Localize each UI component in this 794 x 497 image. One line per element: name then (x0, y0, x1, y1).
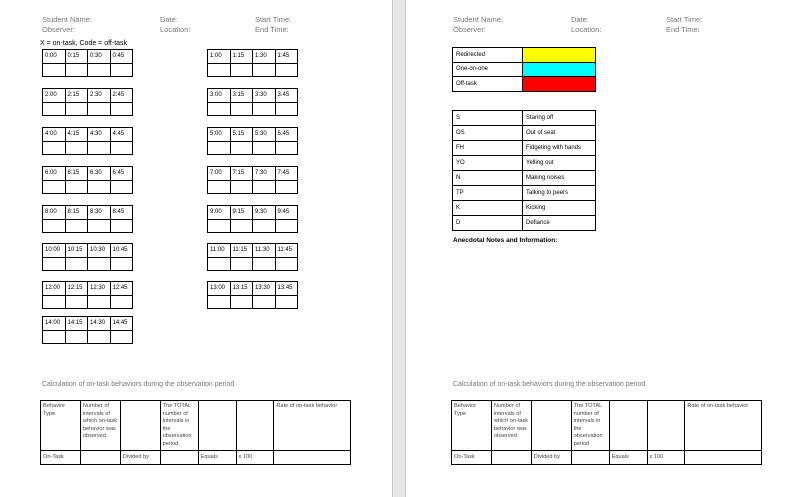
interval-time-row (208, 244, 298, 258)
interval-mark-cell[interactable] (275, 141, 298, 155)
calc-cell: x 100 (236, 451, 274, 465)
interval-mark-cell[interactable] (65, 102, 88, 116)
behavior-description: Yelling out (523, 156, 596, 171)
interval-mark-cell[interactable] (88, 180, 111, 194)
calc-cell: On-Task (41, 451, 81, 465)
interval-time: 8:15 (65, 206, 88, 220)
page-one (0, 0, 392, 497)
date-label: Date: (160, 15, 178, 24)
status-legend-row (453, 48, 596, 63)
interval-block (207, 243, 298, 271)
interval-mark-cell[interactable] (208, 257, 231, 271)
calc-cell: x 100 (647, 451, 685, 465)
interval-time: 3:30 (253, 89, 276, 103)
calc-cell: The TOTAL number of intervals in the observation period (571, 401, 609, 451)
behavior-code-row (453, 141, 596, 156)
interval-block (207, 49, 298, 77)
interval-mark-cell[interactable] (43, 63, 66, 77)
calc-cell (491, 451, 531, 465)
interval-mark-cell[interactable] (43, 141, 66, 155)
interval-time: 9:00 (208, 206, 231, 220)
status-label: Redirected (453, 48, 523, 63)
interval-mark-cell[interactable] (275, 219, 298, 233)
behavior-codes-table (452, 110, 596, 231)
interval-time: 4:45 (110, 128, 133, 142)
interval-mark-cell[interactable] (208, 102, 231, 116)
interval-mark-row (43, 330, 133, 344)
interval-mark-cell[interactable] (88, 257, 111, 271)
interval-time: 10:00 (43, 244, 66, 258)
calc-cell (236, 401, 274, 451)
interval-time: 13:30 (253, 282, 276, 296)
interval-mark-cell[interactable] (88, 295, 111, 309)
interval-mark-cell[interactable] (43, 330, 66, 344)
status-legend-table (452, 47, 596, 92)
behavior-description: Staring off (523, 111, 596, 126)
interval-mark-cell[interactable] (275, 102, 298, 116)
interval-mark-row (208, 180, 298, 194)
start-time-label: Start Time: (255, 15, 292, 24)
interval-time-row (208, 50, 298, 64)
behavior-code: D (453, 216, 523, 231)
interval-time: 14:15 (65, 317, 88, 331)
interval-time-row (43, 167, 133, 181)
interval-time-row (208, 206, 298, 220)
interval-mark-cell[interactable] (253, 295, 276, 309)
interval-time: 0:30 (88, 50, 111, 64)
behavior-description: Fidgeting with hands (523, 141, 596, 156)
interval-mark-cell[interactable] (230, 102, 253, 116)
behavior-code-row (453, 216, 596, 231)
behavior-description: Talking to peers (523, 186, 596, 201)
interval-time: 1:00 (208, 50, 231, 64)
calc-cell (120, 401, 160, 451)
interval-mark-cell[interactable] (110, 257, 133, 271)
interval-block (42, 316, 133, 344)
interval-time: 5:30 (253, 128, 276, 142)
interval-time: 7:45 (275, 167, 298, 181)
interval-time: 4:00 (43, 128, 66, 142)
interval-time: 5:45 (275, 128, 298, 142)
interval-time: 5:15 (230, 128, 253, 142)
interval-mark-cell[interactable] (88, 102, 111, 116)
status-color-swatch (523, 77, 596, 92)
observer-label: Observer: (453, 25, 486, 34)
interval-mark-cell[interactable] (43, 180, 66, 194)
interval-mark-cell[interactable] (43, 102, 66, 116)
interval-mark-cell[interactable] (253, 257, 276, 271)
interval-mark-cell[interactable] (230, 180, 253, 194)
calc-cell (80, 451, 120, 465)
interval-mark-row (43, 219, 133, 233)
anecdotal-notes-title: Anecdotal Notes and Information: (453, 237, 558, 244)
calc-table (451, 400, 762, 465)
interval-mark-cell[interactable] (253, 141, 276, 155)
interval-time: 11:15 (230, 244, 253, 258)
interval-mark-cell[interactable] (208, 295, 231, 309)
calc-table (40, 400, 351, 465)
interval-time: 11:00 (208, 244, 231, 258)
date-label: Date: (571, 15, 589, 24)
calc-title: Calculation of on-task behaviors during the observation period (42, 381, 235, 388)
calc-cell: The TOTAL number of intervals in the observation period (160, 401, 198, 451)
interval-time: 14:30 (88, 317, 111, 331)
interval-mark-row (208, 257, 298, 271)
calc-cell (160, 451, 198, 465)
behavior-code: FH (453, 141, 523, 156)
behavior-description: Making noises (523, 171, 596, 186)
calc-row (452, 451, 762, 465)
behavior-code-row (453, 186, 596, 201)
interval-time: 0:45 (110, 50, 133, 64)
interval-time: 11:45 (275, 244, 298, 258)
interval-time: 3:45 (275, 89, 298, 103)
interval-mark-cell[interactable] (110, 295, 133, 309)
interval-mark-cell[interactable] (65, 180, 88, 194)
interval-time: 6:45 (110, 167, 133, 181)
interval-mark-cell[interactable] (253, 63, 276, 77)
calc-cell: Divided by (120, 451, 160, 465)
interval-mark-row (43, 295, 133, 309)
behavior-code-row (453, 156, 596, 171)
interval-mark-cell[interactable] (65, 219, 88, 233)
interval-time: 9:15 (230, 206, 253, 220)
interval-mark-cell[interactable] (275, 295, 298, 309)
interval-mark-cell[interactable] (208, 63, 231, 77)
interval-mark-cell[interactable] (253, 102, 276, 116)
end-time-label: End Time: (255, 25, 289, 34)
interval-mark-row (208, 219, 298, 233)
calc-cell: Behavior Type (452, 401, 492, 451)
interval-time: 5:00 (208, 128, 231, 142)
interval-mark-cell[interactable] (230, 257, 253, 271)
interval-block (207, 205, 298, 233)
interval-mark-cell[interactable] (88, 141, 111, 155)
interval-mark-cell[interactable] (65, 257, 88, 271)
interval-time: 13:15 (230, 282, 253, 296)
student-name-label: Student Name: (42, 15, 93, 24)
interval-mark-row (208, 102, 298, 116)
interval-time: 0:15 (65, 50, 88, 64)
interval-time: 12:45 (110, 282, 133, 296)
interval-mark-cell[interactable] (110, 102, 133, 116)
interval-mark-cell[interactable] (88, 219, 111, 233)
interval-time: 2:45 (110, 89, 133, 103)
interval-time: 3:00 (208, 89, 231, 103)
behavior-code-row (453, 201, 596, 216)
interval-time: 10:45 (110, 244, 133, 258)
interval-time: 12:30 (88, 282, 111, 296)
interval-time: 8:45 (110, 206, 133, 220)
behavior-code: TP (453, 186, 523, 201)
interval-time-row (43, 206, 133, 220)
calc-cell: Rate of on-task behavior (274, 401, 351, 451)
interval-time: 11:30 (253, 244, 276, 258)
interval-time: 2:00 (43, 89, 66, 103)
calc-cell: On-Task (452, 451, 492, 465)
interval-mark-cell[interactable] (65, 330, 88, 344)
interval-time: 12:00 (43, 282, 66, 296)
end-time-label: End Time: (666, 25, 700, 34)
interval-time: 13:45 (275, 282, 298, 296)
interval-block (207, 166, 298, 194)
interval-mark-row (43, 257, 133, 271)
interval-time: 8:30 (88, 206, 111, 220)
interval-mark-cell[interactable] (88, 63, 111, 77)
behavior-code-row (453, 126, 596, 141)
interval-mark-cell[interactable] (65, 141, 88, 155)
status-label: One-on-one (453, 62, 523, 77)
interval-time: 6:00 (43, 167, 66, 181)
interval-block (42, 88, 133, 116)
interval-time-row (43, 244, 133, 258)
interval-time: 9:30 (253, 206, 276, 220)
interval-mark-cell[interactable] (275, 180, 298, 194)
interval-time: 6:15 (65, 167, 88, 181)
interval-mark-cell[interactable] (110, 219, 133, 233)
interval-block (42, 281, 133, 309)
status-color-swatch (523, 62, 596, 77)
calc-cell: Number of intervals of which on-task behavior was observed (491, 401, 531, 451)
interval-mark-cell[interactable] (230, 141, 253, 155)
start-time-label: Start Time: (666, 15, 703, 24)
interval-block (42, 49, 133, 77)
interval-time: 3:15 (230, 89, 253, 103)
calc-cell: Equals (198, 451, 236, 465)
calc-cell: Rate of on-task behavior (685, 401, 762, 451)
location-label: Location: (571, 25, 602, 34)
interval-time: 10:15 (65, 244, 88, 258)
interval-block (42, 127, 133, 155)
calc-cell (531, 401, 571, 451)
interval-mark-cell[interactable] (253, 180, 276, 194)
interval-time: 7:30 (253, 167, 276, 181)
interval-time: 9:45 (275, 206, 298, 220)
interval-time: 10:30 (88, 244, 111, 258)
observer-label: Observer: (42, 25, 75, 34)
interval-mark-cell[interactable] (275, 63, 298, 77)
interval-time: 12:15 (65, 282, 88, 296)
interval-mark-cell[interactable] (230, 219, 253, 233)
behavior-code-row (453, 171, 596, 186)
interval-time-row (208, 89, 298, 103)
location-label: Location: (160, 25, 191, 34)
calc-cell: Divided by (531, 451, 571, 465)
interval-time: 1:15 (230, 50, 253, 64)
interval-time: 6:30 (88, 167, 111, 181)
interval-time: 2:30 (88, 89, 111, 103)
interval-mark-row (43, 141, 133, 155)
status-label: Off-task (453, 77, 523, 92)
behavior-code-row (453, 111, 596, 126)
calc-cell (274, 451, 351, 465)
calc-row (452, 401, 762, 451)
interval-block (42, 243, 133, 271)
behavior-code: OS (453, 126, 523, 141)
page-two (406, 0, 794, 497)
interval-time: 13:00 (208, 282, 231, 296)
interval-time: 1:45 (275, 50, 298, 64)
behavior-code: S (453, 111, 523, 126)
interval-block (42, 205, 133, 233)
interval-time-row (43, 50, 133, 64)
interval-mark-row (208, 295, 298, 309)
interval-time-row (43, 89, 133, 103)
behavior-code: N (453, 171, 523, 186)
calc-cell: Equals (609, 451, 647, 465)
interval-mark-cell[interactable] (208, 219, 231, 233)
calc-cell (609, 401, 647, 451)
behavior-description: Out of seat (523, 126, 596, 141)
interval-time-row (208, 282, 298, 296)
interval-mark-cell[interactable] (43, 219, 66, 233)
page-gutter (392, 0, 406, 497)
interval-mark-cell[interactable] (43, 257, 66, 271)
interval-time: 2:15 (65, 89, 88, 103)
interval-block (207, 88, 298, 116)
interval-mark-cell[interactable] (88, 330, 111, 344)
calc-row (41, 451, 351, 465)
interval-mark-cell[interactable] (110, 180, 133, 194)
interval-time-row (43, 317, 133, 331)
interval-mark-row (208, 141, 298, 155)
interval-time: 4:15 (65, 128, 88, 142)
behavior-description: Defiance (523, 216, 596, 231)
status-color-swatch (523, 48, 596, 63)
calc-cell (571, 451, 609, 465)
calc-row (41, 401, 351, 451)
interval-time: 7:15 (230, 167, 253, 181)
behavior-code: YO (453, 156, 523, 171)
interval-block (207, 127, 298, 155)
interval-time: 8:00 (43, 206, 66, 220)
interval-time: 0:00 (43, 50, 66, 64)
legend-text: X = on-task, Code = off-task (40, 40, 128, 47)
interval-mark-cell[interactable] (65, 295, 88, 309)
interval-mark-cell[interactable] (208, 141, 231, 155)
behavior-description: Kicking (523, 201, 596, 216)
interval-mark-cell[interactable] (65, 63, 88, 77)
calc-cell: Number of intervals of which on-task behavior was observed (80, 401, 120, 451)
calc-cell (198, 401, 236, 451)
interval-mark-cell[interactable] (110, 141, 133, 155)
interval-mark-cell[interactable] (230, 295, 253, 309)
status-legend-row (453, 62, 596, 77)
interval-mark-row (43, 102, 133, 116)
interval-mark-row (43, 63, 133, 77)
interval-mark-cell[interactable] (110, 63, 133, 77)
interval-mark-cell[interactable] (253, 219, 276, 233)
interval-time: 7:00 (208, 167, 231, 181)
behavior-code: K (453, 201, 523, 216)
student-name-label: Student Name: (453, 15, 504, 24)
interval-mark-cell[interactable] (230, 63, 253, 77)
interval-time-row (208, 128, 298, 142)
interval-mark-cell[interactable] (110, 330, 133, 344)
calc-title: Calculation of on-task behaviors during the observation period (453, 381, 646, 388)
interval-mark-cell[interactable] (275, 257, 298, 271)
interval-mark-row (43, 180, 133, 194)
interval-mark-row (208, 63, 298, 77)
interval-block (42, 166, 133, 194)
calc-cell (685, 451, 762, 465)
interval-time: 4:30 (88, 128, 111, 142)
status-legend-row (453, 77, 596, 92)
interval-time: 1:30 (253, 50, 276, 64)
interval-time-row (208, 167, 298, 181)
interval-time-row (43, 282, 133, 296)
interval-time: 14:00 (43, 317, 66, 331)
interval-mark-cell[interactable] (43, 295, 66, 309)
calc-cell: Behavior Type (41, 401, 81, 451)
interval-time-row (43, 128, 133, 142)
interval-mark-cell[interactable] (208, 180, 231, 194)
interval-block (207, 281, 298, 309)
interval-time: 14:45 (110, 317, 133, 331)
calc-cell (647, 401, 685, 451)
